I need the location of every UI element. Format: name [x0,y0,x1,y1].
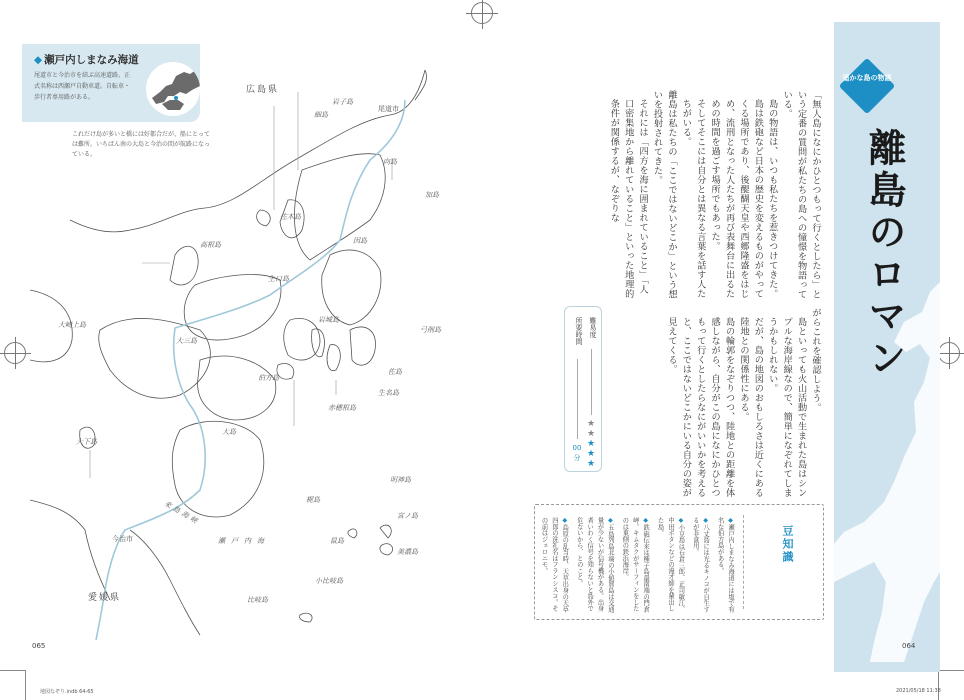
footer-timestamp: 2021/05/18 11:38 [896,688,941,694]
map-label-island: 鼠島 [330,537,344,545]
info-box-text: 尾道市と今治市を結ぶ高速道路。正式名称は西瀬戸自動車道。自転車・歩行者専用路がある。 [34,72,131,101]
diamond-bullet-icon: ◆ [702,517,710,524]
map-label-imabari: 今治市 [112,535,133,543]
map-label-island: 伯方島 [258,374,279,382]
map-label-ehime: 愛媛県 [88,593,122,603]
trivia-item: ◆鉄砲伝来は種子島最南端の門倉岬。キムタクがサーフィンをしたのは東側の鉄浜海岸。 [621,517,650,613]
difficulty-box [564,306,602,472]
map-label-island: 向島 [383,158,397,166]
difficulty-label: 難易度 [589,317,597,338]
paragraph: そしてそこには自分とは異なる言葉を話す人たちがいる。 [680,99,706,299]
map-label-seto-inland-sea: 瀬戸内海 [218,537,270,545]
category-tag-label: 遥かな島の物語 [842,73,892,82]
map-label-island: 大三島 [176,337,197,345]
trivia-item: ◆八丈島には光るキノコが自生するが非食用。 [691,517,710,613]
trivia-box [534,504,824,620]
diamond-bullet-icon: ◆ [642,517,650,524]
map-label-island: 比岐島 [247,596,268,604]
map-label-island: 赤穂根島 [328,404,356,412]
map-label-island: 小比岐島 [315,577,343,585]
divider [743,515,744,609]
right-page [482,0,964,700]
paragraph: それには「四方を海に囲まれていること」「人口密集地から離れていること」といった地理的条件が関係するが、なぞりな [608,99,649,299]
trivia-item: ◆五島列島北端の小値賀島は交通量が少ないが信号機がある。出身者いわく信号を知らないと島外で危ないから、とのこと。 [575,517,614,613]
star-filled-icon: ★ [586,459,596,469]
page-number-left: 065 [32,642,46,650]
trivia-title: 豆知識 [781,525,794,564]
map-label-hiroshima: 広島県 [246,85,280,95]
time-label: 所要時間 [575,317,583,345]
map-label-island: 大崎上島 [58,321,86,329]
map-label-island: 生口島 [268,275,289,283]
diamond-bullet-icon: ◆ [34,54,43,66]
map-label-island: 細島 [314,111,328,119]
map-label-island: 高根島 [200,241,221,249]
page-title: 離島のロマン [862,128,907,380]
map-label-island: 佐島 [388,368,402,376]
paragraph: 島は鉄砲など日本の歴史を変えるものがやってくる場所であり、後醍醐天皇や西郷隆盛をはじめ、流刑となった人たちが再び表舞台に出るための時間を過ごす場所でもあった。 [709,99,764,299]
diamond-bullet-icon: ◆ [677,517,685,524]
footer-file-name: 地図なぞり.indb 64-65 [40,689,94,695]
star-empty-icon: ★ [586,419,596,429]
trivia-item: ◆小豆島は石倉三郎、正司敏江、中田ボタンなどの漫才師を輩出した島。 [656,517,685,613]
category-tag [839,58,895,114]
time-value: 00 分 [572,444,582,462]
diamond-bullet-icon: ◆ [606,517,614,524]
paragraph: 島の物語は、いつも私たちを惹きつけてきた。 [766,99,778,299]
map-label-island: 弓削島 [420,326,441,334]
star-filled-icon: ★ [586,449,596,459]
diamond-bullet-icon: ◆ [727,517,734,524]
map-label-island: 佐木島 [280,213,301,221]
paragraph: だが、島の地図のおもしろさは近くにある陸地との関係性にある。 [737,317,764,498]
map-caption: これだけ島が多いと橋には好都合だが、船にとっては難所。いちばん南の大島と今治の間が航路になっている。 [72,131,211,158]
map-label-island: 大下島 [76,438,97,446]
diamond-bullet-icon: ◆ [561,517,569,524]
paragraph: 島といっても火山活動で生まれた島はシンプルな海岸線なので、簡単になぞれてしまうかもしれない。 [766,317,807,498]
body-text-upper [532,90,822,300]
map-label-island: 生名島 [378,389,399,397]
trivia-item: ◆島原の乱当時、天草出身の天草四郎の洗礼名はフランシスコ。その前はジェロニモ。 [540,517,569,613]
info-box-title: ◆ 瀬戸内しまなみ海道 [34,54,139,66]
paragraph: がらこれを確認しよう。 [810,308,821,413]
divider [577,359,578,439]
star-filled-icon: ★ [586,439,596,449]
map-label-island: 宮ノ島 [397,512,418,520]
map-label-island: 大島 [222,428,236,436]
trivia-list [540,517,735,613]
map-label-onomichi: 尾道市 [378,105,399,113]
map-label-island: 岩城島 [318,316,339,324]
map-label-island: 美濃島 [397,548,418,556]
map-label-kurushima-strait: 来島海峡 [162,499,202,527]
diamond-shape [839,58,896,115]
map-label-island: 因島 [353,237,367,245]
star-empty-icon: ★ [586,429,596,439]
map-label-island: 明神島 [390,476,411,484]
paragraph: 離島は私たちの「ここではないどこか」という想いを投射されてきた。 [651,90,677,299]
paragraph: 「無人島になにかひとつもって行くとしたら」という定番の質問が私たちの島への憧憬を物語っている。 [781,90,821,299]
paragraph: 島の輪郭をなぞりつつ、陸地との距離を体感しながら、自分がこの島になにかひとつもって行くとしたらなにがいいかを考えると、ここではないどこかにいる自分の姿が見えてくる。 [665,317,735,498]
difficulty-stars [585,419,597,469]
map-label-island: 梶島 [306,496,320,504]
trivia-item: ◆瀬戸内しまなみ海道には塩で有名な伯方島がある。 [716,517,734,613]
map-label-island: 岩子島 [332,98,353,106]
body-text-lower [644,308,822,498]
map-label-island: 加島 [425,191,439,199]
divider [591,349,592,415]
page-number-right: 064 [902,642,916,650]
island-map [30,60,450,640]
